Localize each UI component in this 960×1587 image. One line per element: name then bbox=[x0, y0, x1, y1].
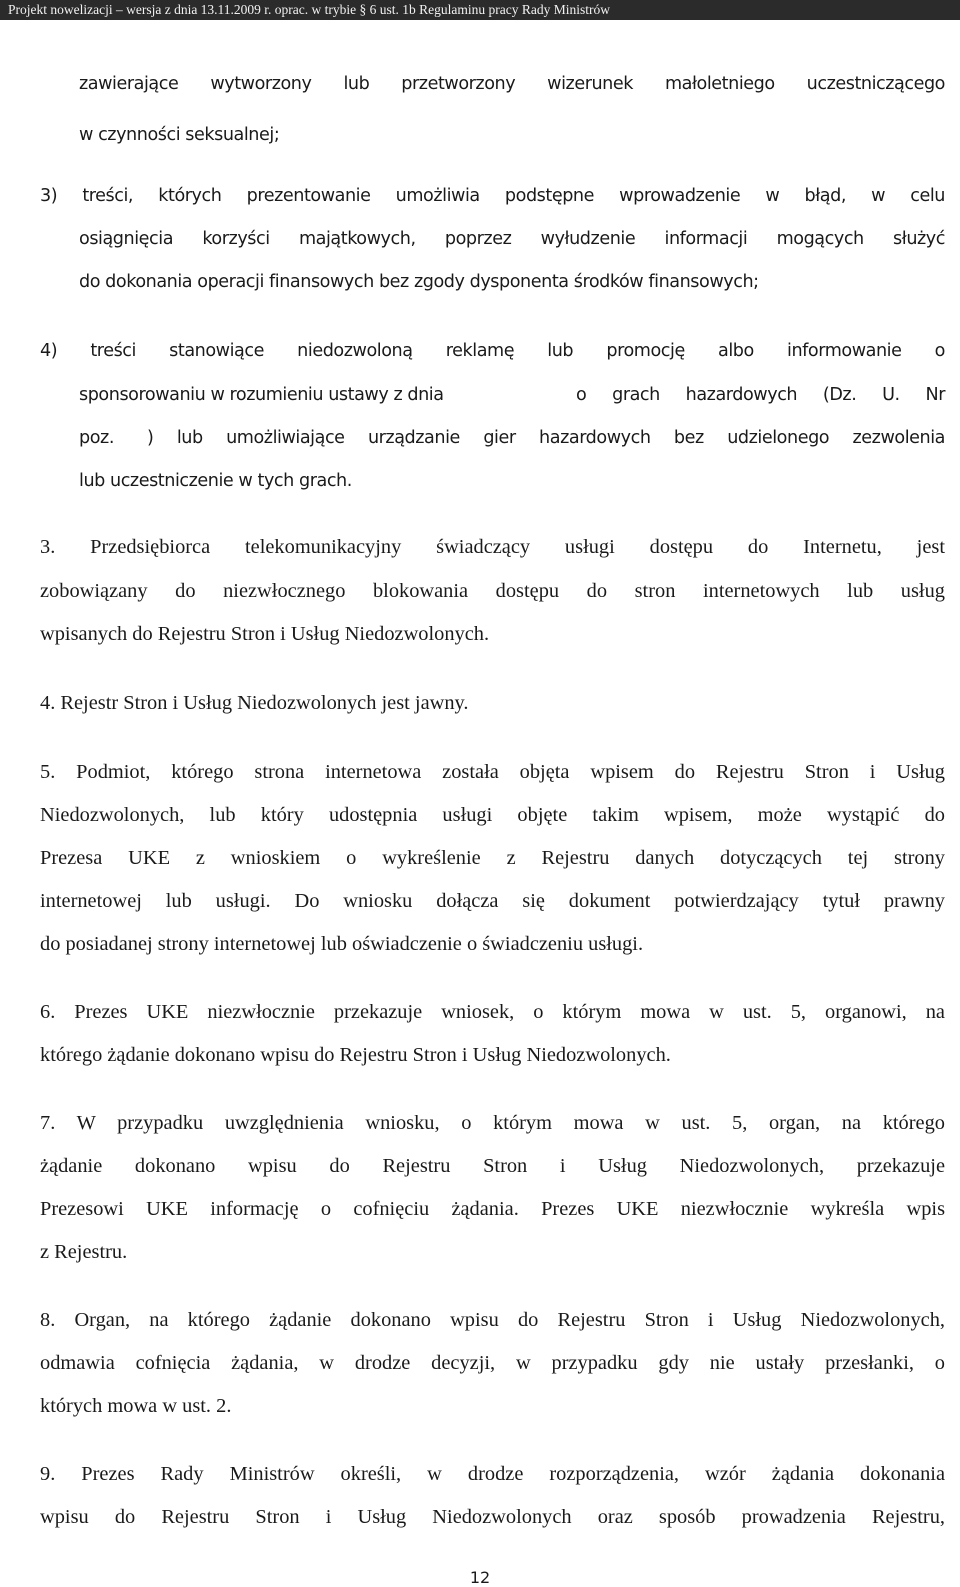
item2-line1: zawierające wytworzony lub przetworzony wizerunek małoletniego uczestniczącego bbox=[79, 74, 945, 94]
para8-line1: 8. Organ, na którego żądanie dokonano wpisu do Rejestru Stron i Usług Niedozwolonych, bbox=[40, 1309, 945, 1331]
para6-line1: 6. Prezes UKE niezwłocznie przekazuje wniosek, o którym mowa w ust. 5, organowi, na bbox=[40, 1001, 945, 1023]
para7-line3: Prezesowi UKE informację o cofnięciu żądania. Prezes UKE niezwłocznie wykreśla wpis bbox=[40, 1198, 945, 1220]
para8-line2: odmawia cofnięcia żądania, w drodze decyzji, w przypadku gdy nie ustały przesłanki, o bbox=[40, 1352, 945, 1374]
para3-line2: zobowiązany do niezwłocznego blokowania dostępu do stron internetowych lub usług bbox=[40, 580, 945, 602]
para5-line1: 5. Podmiot, którego strona internetowa została objęta wpisem do Rejestru Stron i Usług bbox=[40, 761, 945, 783]
para8-line3: których mowa w ust. 2. bbox=[40, 1395, 232, 1417]
item4-line4: lub uczestniczenie w tych grach. bbox=[79, 471, 352, 491]
item3-line3: do dokonania operacji finansowych bez zgody dysponenta środków finansowych; bbox=[79, 272, 759, 292]
para7-line4: z Rejestru. bbox=[40, 1241, 128, 1263]
item4-line3a: poz. bbox=[79, 428, 114, 448]
item3-line1: 3) treści, których prezentowanie umożliwia podstępne wprowadzenie w błąd, w celu bbox=[40, 186, 945, 206]
item4-line3b: ) lub umożliwiające urządzanie gier hazardowych bez udzielonego zezwolenia bbox=[147, 428, 945, 448]
para9-line2: wpisu do Rejestru Stron i Usług Niedozwolonych oraz sposób prowadzenia Rejestru, bbox=[40, 1506, 945, 1528]
para5-line5: do posiadanej strony internetowej lub oświadczenie o świadczeniu usługi. bbox=[40, 933, 644, 955]
para9-line1: 9. Prezes Rady Ministrów określi, w drodze rozporządzenia, wzór żądania dokonania bbox=[40, 1463, 945, 1485]
item4-line2a: sponsorowaniu w rozumieniu ustawy z dnia bbox=[79, 385, 444, 405]
para5-line4: internetowej lub usługi. Do wniosku dołącza się dokument potwierdzający tytuł prawny bbox=[40, 890, 945, 912]
item3-line2: osiągnięcia korzyści majątkowych, poprzez wyłudzenie informacji mogących służyć bbox=[79, 229, 945, 249]
document-header: Projekt nowelizacji – wersja z dnia 13.11.2009 r. oprac. w trybie § 6 ust. 1b Regulaminu pracy Rady Ministrów bbox=[0, 0, 960, 20]
para4-line1: 4. Rejestr Stron i Usług Niedozwolonych jest jawny. bbox=[40, 692, 469, 714]
para7-line1: 7. W przypadku uwzględnienia wniosku, o którym mowa w ust. 5, organ, na którego bbox=[40, 1112, 945, 1134]
para6-line2: którego żądanie dokonano wpisu do Rejestru Stron i Usług Niedozwolonych. bbox=[40, 1044, 671, 1066]
page-number: 12 bbox=[469, 1568, 491, 1587]
para5-line2: Niedozwolonych, lub który udostępnia usługi objęte takim wpisem, może wystąpić do bbox=[40, 804, 945, 826]
para3-line1: 3. Przedsiębiorca telekomunikacyjny świadczący usługi dostępu do Internetu, jest bbox=[40, 536, 945, 558]
item4-line1: 4) treści stanowiące niedozwoloną reklamę lub promocję albo informowanie o bbox=[40, 341, 945, 361]
para5-line3: Prezesa UKE z wnioskiem o wykreślenie z Rejestru danych dotyczących tej strony bbox=[40, 847, 945, 869]
item2-line2: w czynności seksualnej; bbox=[79, 125, 280, 145]
para3-line3: wpisanych do Rejestru Stron i Usług Niedozwolonych. bbox=[40, 623, 490, 645]
item4-line2b: o grach hazardowych (Dz. U. Nr bbox=[576, 385, 945, 405]
para7-line2: żądanie dokonano wpisu do Rejestru Stron i Usług Niedozwolonych, przekazuje bbox=[40, 1155, 945, 1177]
